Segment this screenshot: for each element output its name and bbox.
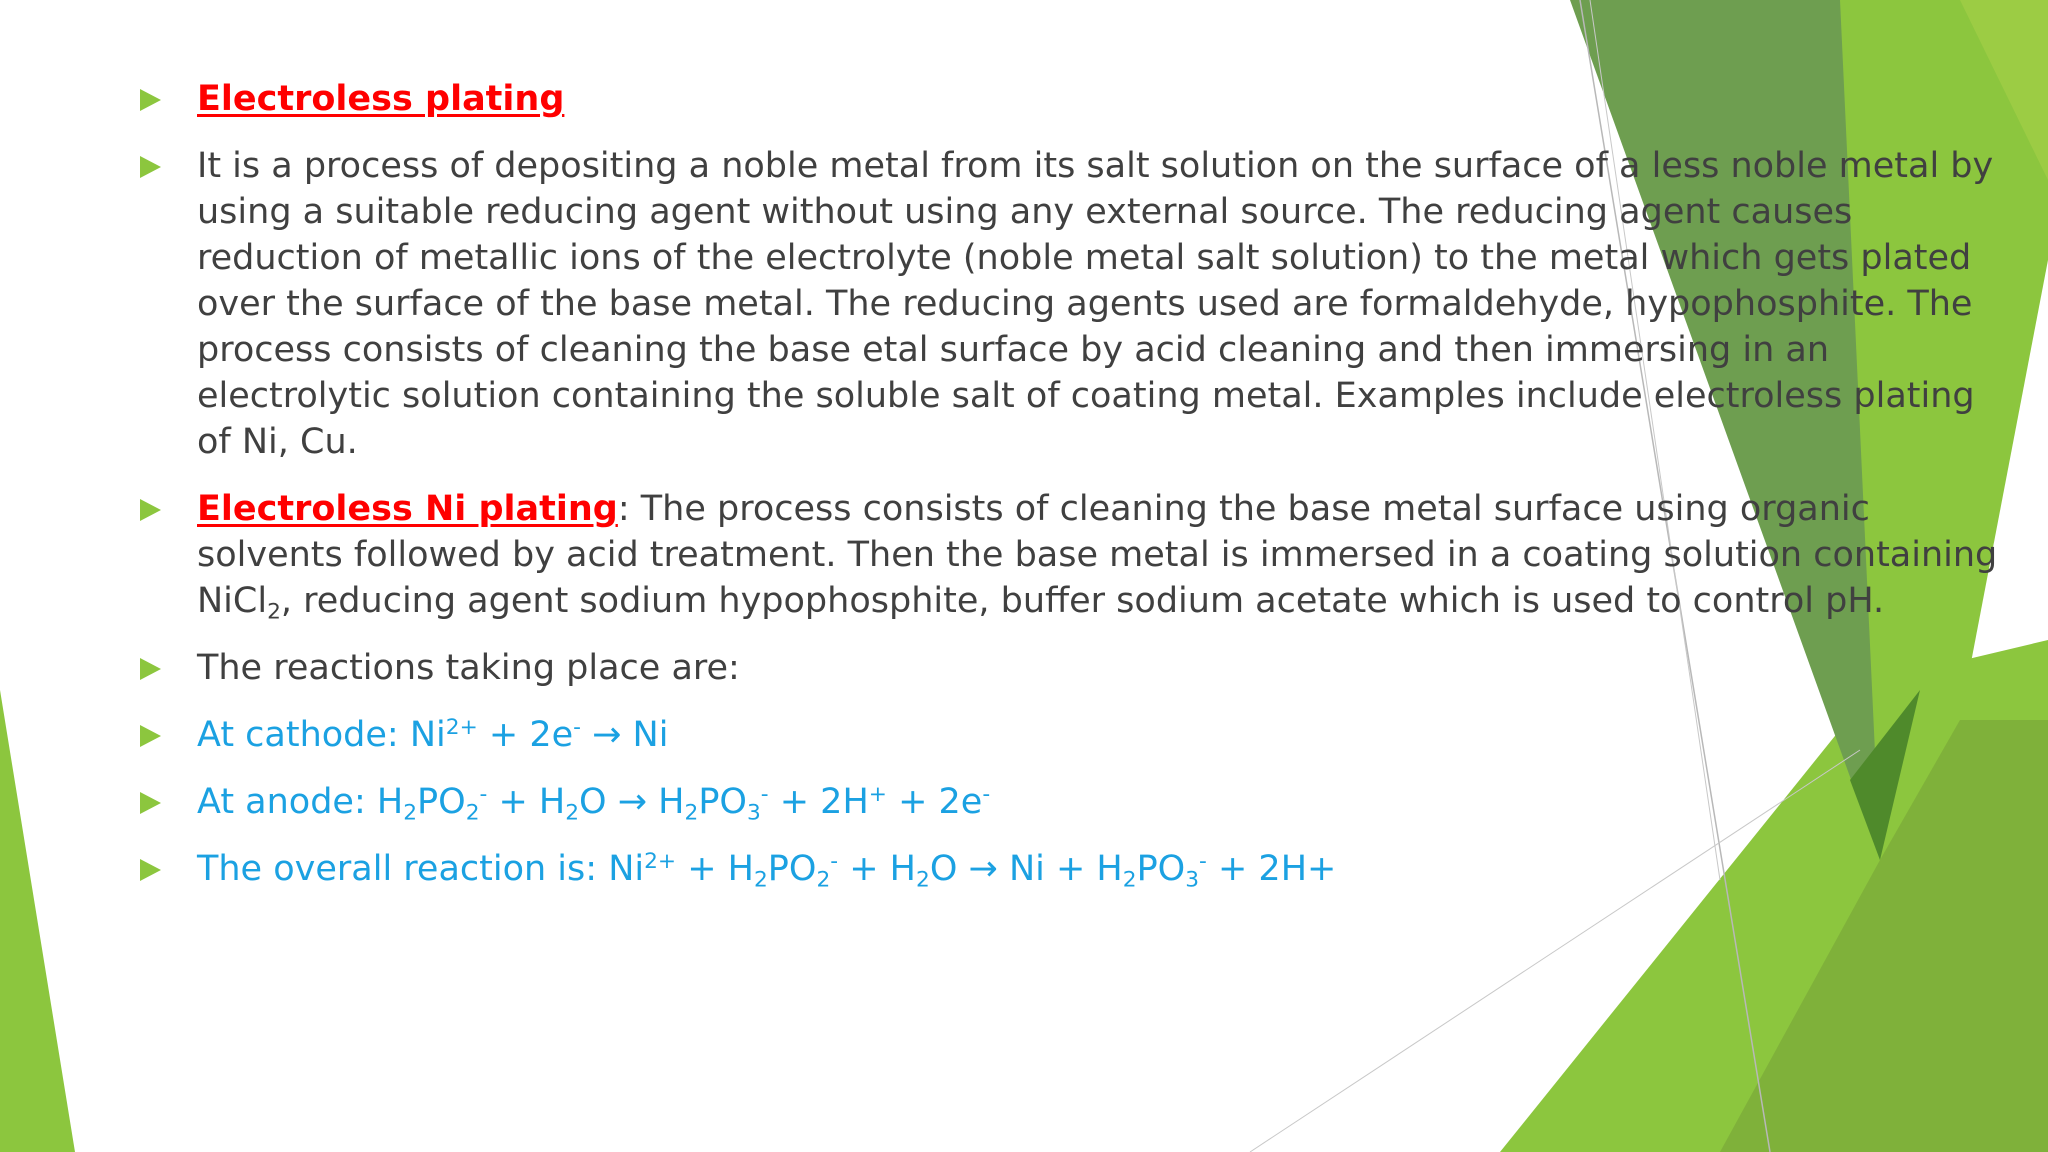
superscript: 2+ — [445, 715, 478, 741]
superscript: - — [573, 715, 581, 741]
superscript: + — [868, 782, 887, 808]
formula-part: O → H — [579, 782, 685, 822]
bullet-cathode-reaction — [140, 712, 2000, 758]
anode-label: At anode: — [197, 782, 377, 822]
formula-part: + 2e — [477, 715, 574, 755]
superscript: - — [479, 782, 488, 808]
bullet-arrow-icon — [140, 89, 161, 111]
formula-part: Ni — [409, 715, 446, 755]
bullet-definition — [140, 143, 2000, 465]
formula-part: + 2H+ — [1206, 849, 1337, 889]
formula-part: + H — [838, 849, 916, 889]
subscript: 3 — [1185, 867, 1200, 893]
superscript: - — [982, 782, 991, 808]
superscript: 2+ — [644, 849, 677, 875]
ni-plating-heading: Electroless Ni plating — [197, 489, 618, 529]
formula-part: + H — [487, 782, 566, 822]
formula-part: → Ni — [580, 715, 669, 755]
ni-plating-text: : The process consists of cleaning the base metal surface using organic solvents followed by acid treatment. Then the base metal is immersed in a coating solution containing NiCl — [197, 489, 1998, 621]
formula-part: H — [376, 782, 404, 822]
subscript: 2 — [465, 800, 480, 826]
electroless-plating-heading: Electroless plating — [197, 79, 565, 119]
bullet-arrow-icon — [140, 658, 161, 680]
reactions-intro-text: The reactions taking place are: — [197, 648, 740, 688]
bullet-arrow-icon — [140, 859, 161, 881]
bullet-arrow-icon — [140, 725, 161, 747]
bullet-heading — [140, 76, 2000, 122]
subscript: 2 — [753, 867, 768, 893]
subscript: 3 — [746, 800, 761, 826]
formula-part: PO — [767, 849, 817, 889]
formula-part: + 2e — [886, 782, 983, 822]
superscript: - — [760, 782, 769, 808]
superscript: - — [1199, 849, 1207, 875]
formula-part: PO — [698, 782, 747, 822]
subscript: 2 — [1122, 867, 1137, 893]
bullet-arrow-icon — [140, 792, 161, 814]
subscript: 2 — [403, 800, 418, 826]
bullet-arrow-icon — [140, 156, 161, 178]
left-green-shape — [0, 690, 75, 1152]
slide-content — [140, 76, 2000, 913]
subscript: 2 — [816, 867, 831, 893]
formula-part: PO — [417, 782, 466, 822]
cathode-label: At cathode: — [197, 715, 410, 755]
bullet-anode-reaction — [140, 779, 2000, 825]
formula-part: Ni — [608, 849, 645, 889]
bullet-reactions-intro — [140, 645, 2000, 691]
subscript: 2 — [684, 800, 699, 826]
superscript: - — [830, 849, 839, 875]
subscript: 2 — [565, 800, 580, 826]
formula-part: O → Ni + H — [929, 849, 1123, 889]
definition-text: It is a process of depositing a noble metal from its salt solution on the surface of a less noble metal by using a suitable reducing agent without using any external source. The reducing agent causes reduction of metallic ions of the electrolyte (noble metal salt solution) to the metal which gets plated over the surface of the base metal. The reducing agents used are formaldehyde, hypophosphite. The process consists of cleaning the base etal surface by acid cleaning and then immersing in an electrolytic solution containing the soluble salt of coating metal. Examples include electroless plating of Ni, Cu. — [197, 146, 1994, 462]
formula-part: + 2H — [768, 782, 869, 822]
overall-label: The overall reaction is: — [197, 849, 609, 889]
bullet-overall-reaction — [140, 846, 2000, 892]
formula-part: + H — [676, 849, 754, 889]
subscript: 2 — [267, 599, 281, 625]
ni-plating-text-end: , reducing agent sodium hypophosphite, buffer sodium acetate which is used to control pH. — [280, 581, 1885, 621]
bullet-ni-plating — [140, 486, 2000, 624]
subscript: 2 — [916, 867, 930, 893]
formula-part: PO — [1136, 849, 1186, 889]
bullet-arrow-icon — [140, 499, 161, 521]
